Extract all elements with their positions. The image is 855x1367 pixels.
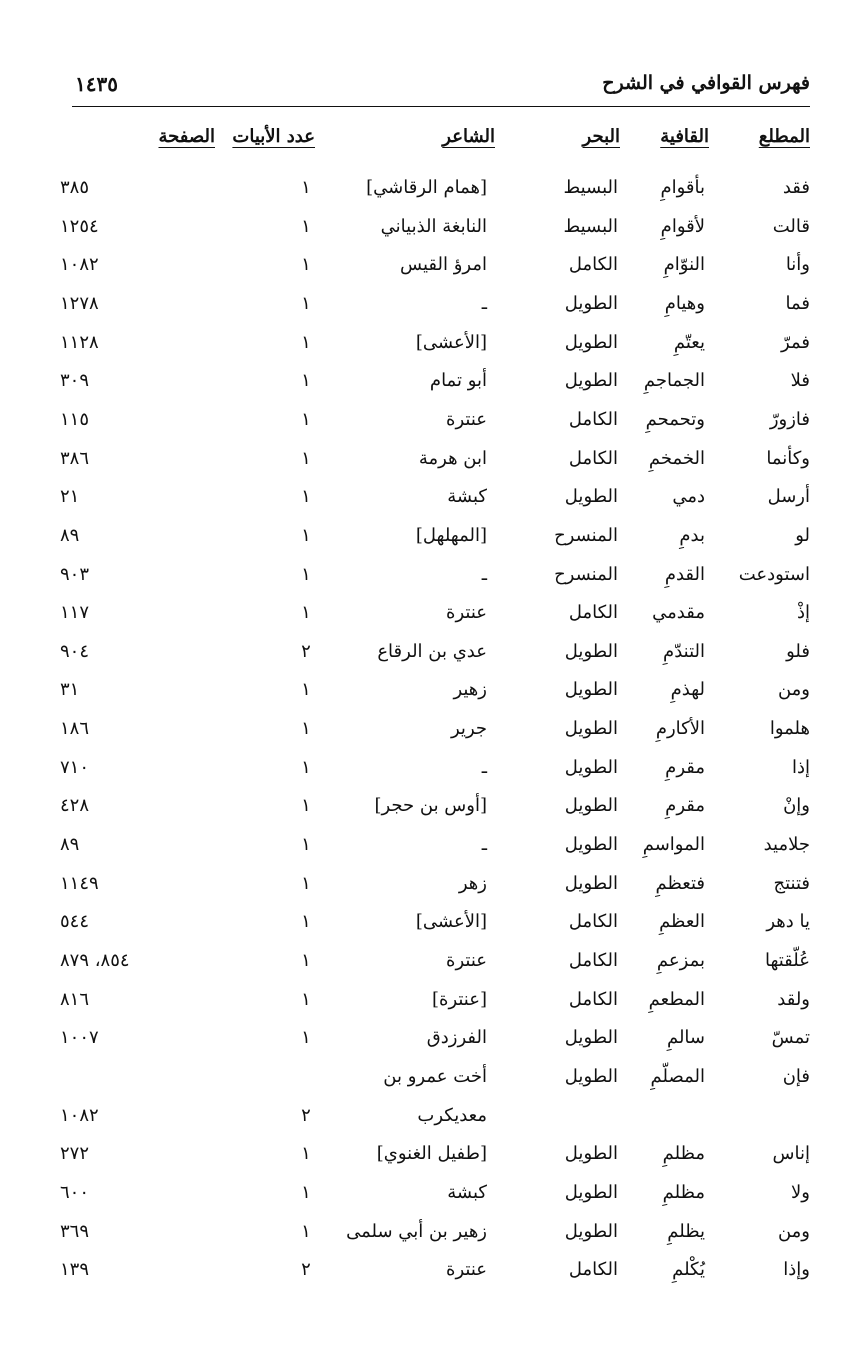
- cell-rhyme: لأقوامِ: [660, 215, 705, 237]
- cell-poet: [الأعشى]: [415, 911, 487, 933]
- cell-opening: وإذا: [783, 1259, 810, 1281]
- table-row: [0, 833, 855, 871]
- cell-poet: عنترة: [446, 602, 487, 624]
- cell-meter: الكامل: [568, 950, 618, 971]
- cell-opening: وكأنما: [766, 447, 810, 469]
- page-number: ١٤٣٥: [75, 72, 118, 96]
- cell-page: ٨٥٤، ٨٧٩: [60, 950, 130, 971]
- cell-meter: البسيط: [563, 177, 618, 198]
- cell-count: ٢: [301, 1259, 311, 1281]
- cell-poet: كبشة: [447, 1181, 487, 1203]
- cell-meter: الطويل: [564, 795, 618, 817]
- column-header-page: الصفحة: [158, 126, 215, 147]
- cell-opening: تمسّ: [771, 1027, 810, 1049]
- running-header-title: فهرس القوافي في الشرح: [602, 72, 810, 94]
- table-row: [0, 485, 855, 523]
- cell-opening: فلا: [790, 370, 810, 392]
- cell-rhyme: المصلّمِ: [650, 1065, 705, 1087]
- cell-rhyme: دمي: [672, 486, 705, 508]
- cell-page: ٦٠٠: [60, 1181, 90, 1203]
- cell-meter: الكامل: [568, 911, 618, 933]
- cell-rhyme: سالمِ: [666, 1027, 705, 1049]
- cell-opening: ومن: [777, 1220, 810, 1242]
- cell-opening: فإن: [782, 1065, 810, 1087]
- table-row: [0, 215, 855, 253]
- cell-page: ٣٦٩: [60, 1220, 90, 1242]
- cell-poet: جرير: [451, 718, 487, 740]
- cell-count: ١: [301, 718, 311, 740]
- cell-rhyme: الخمخمِ: [648, 447, 705, 469]
- cell-rhyme: مقرمِ: [665, 756, 705, 778]
- cell-count: ١: [301, 524, 311, 546]
- cell-opening: فلو: [786, 640, 810, 662]
- cell-page: ٢٧٢: [60, 1143, 90, 1165]
- cell-opening: فما: [785, 292, 810, 314]
- cell-meter: الكامل: [568, 602, 618, 624]
- cell-opening: لو: [795, 524, 810, 546]
- table-row: [0, 1142, 855, 1180]
- cell-poet: أبو تمام: [429, 370, 487, 392]
- cell-opening: ومن: [777, 679, 810, 701]
- cell-opening: ولا: [791, 1181, 810, 1203]
- cell-page: ١١٥: [60, 408, 90, 430]
- cell-page: ١٨٦: [60, 718, 90, 740]
- cell-page: ٣٠٩: [60, 370, 90, 392]
- cell-rhyme: وتحمحمِ: [645, 408, 705, 430]
- cell-meter: الطويل: [564, 872, 618, 894]
- table-row: [0, 872, 855, 910]
- cell-count: ١: [301, 911, 311, 933]
- table-row: [0, 292, 855, 330]
- table-row: [0, 601, 855, 639]
- table-row: [0, 910, 855, 948]
- table-row: [0, 1220, 855, 1258]
- cell-rhyme: مقرمِ: [665, 795, 705, 817]
- cell-meter: الطويل: [564, 1220, 618, 1242]
- cell-rhyme: يُكْلمِ: [672, 1259, 705, 1281]
- table-row: [0, 331, 855, 369]
- cell-meter: الطويل: [564, 1181, 618, 1203]
- cell-opening: أرسل: [767, 486, 810, 508]
- cell-rhyme: لهذمِ: [670, 679, 705, 701]
- cell-page: ١٠٨٢: [60, 254, 99, 276]
- cell-page: ٣٨٥: [60, 177, 90, 198]
- table-row: [0, 949, 855, 987]
- cell-page: ١٢٧٨: [60, 292, 99, 314]
- cell-poet: [طفيل الغنوي]: [376, 1143, 487, 1165]
- cell-poet: الفرزدق: [426, 1027, 487, 1049]
- cell-page: ٩٠٣: [60, 563, 90, 585]
- cell-count: ١: [301, 177, 311, 198]
- cell-page: ١١٧: [60, 602, 90, 624]
- cell-meter: الطويل: [564, 370, 618, 392]
- table-row: [0, 563, 855, 601]
- table-row: [0, 1181, 855, 1219]
- cell-meter: الطويل: [564, 756, 618, 778]
- cell-meter: الطويل: [564, 331, 618, 353]
- table-row: [0, 253, 855, 291]
- column-header-verse-count: عدد الأبيات: [232, 126, 315, 147]
- table-row: [0, 369, 855, 407]
- cell-rhyme: العظمِ: [659, 911, 705, 933]
- cell-count: ١: [301, 215, 311, 237]
- cell-page: ١١٢٨: [60, 331, 99, 353]
- table-row: [0, 1104, 855, 1142]
- cell-poet: [المهلهل]: [415, 524, 487, 546]
- cell-poet: [الأعشى]: [415, 331, 487, 353]
- cell-opening: عُلّقتها: [764, 950, 810, 971]
- cell-count: ١: [301, 254, 311, 276]
- cell-count: ١: [301, 408, 311, 430]
- table-row: [0, 1026, 855, 1064]
- cell-page: ٨١٦: [60, 988, 90, 1010]
- cell-meter: الكامل: [568, 408, 618, 430]
- cell-poet: زهير: [453, 679, 487, 701]
- cell-poet: زهر: [458, 872, 487, 894]
- cell-opening: فازورّ: [769, 408, 810, 430]
- cell-poet: [عنترة]: [431, 988, 487, 1010]
- cell-opening: إناس: [772, 1143, 810, 1165]
- cell-meter: الطويل: [564, 679, 618, 701]
- cell-meter: الطويل: [564, 834, 618, 856]
- cell-opening: إذْ: [796, 602, 810, 624]
- column-header-opening: المطلع: [758, 126, 810, 147]
- cell-meter: الكامل: [568, 254, 618, 276]
- table-row: [0, 1258, 855, 1296]
- cell-rhyme: مظلمِ: [662, 1181, 705, 1203]
- cell-meter: الكامل: [568, 1259, 618, 1281]
- cell-rhyme: النوّامِ: [663, 254, 705, 276]
- cell-page: ٥٤٤: [60, 911, 90, 933]
- cell-poet: كبشة: [447, 486, 487, 508]
- cell-rhyme: الجماجمِ: [643, 370, 705, 392]
- cell-count: ١: [301, 679, 311, 701]
- table-row: [0, 794, 855, 832]
- cell-poet: أخت عمرو بن: [383, 1065, 487, 1087]
- table-row: [0, 756, 855, 794]
- cell-opening: وأنا: [785, 254, 810, 276]
- cell-count: ١: [301, 370, 311, 392]
- cell-count: ١: [301, 1220, 311, 1242]
- cell-meter: الكامل: [568, 447, 618, 469]
- cell-count: ١: [301, 1143, 311, 1165]
- cell-poet: عنترة: [446, 1259, 487, 1281]
- cell-meter: الطويل: [564, 718, 618, 740]
- cell-poet: ـ: [481, 563, 487, 585]
- cell-opening: استودعت: [738, 563, 810, 585]
- cell-count: ٢: [301, 640, 311, 662]
- cell-poet: ابن هرمة: [418, 447, 487, 469]
- cell-opening: قالت: [772, 215, 810, 237]
- cell-rhyme: الأكارمِ: [655, 718, 705, 740]
- table-row: [0, 408, 855, 446]
- cell-rhyme: المطعمِ: [648, 988, 705, 1010]
- column-header-poet: الشاعر: [442, 126, 495, 147]
- cell-poet: [همام الرقاشي]: [366, 177, 487, 198]
- cell-meter: المنسرح: [554, 524, 618, 546]
- cell-meter: الطويل: [564, 640, 618, 662]
- table-row: [0, 717, 855, 755]
- cell-count: ١: [301, 292, 311, 314]
- cell-page: ١٠٨٢: [60, 1104, 99, 1126]
- cell-opening: يا دهر: [766, 911, 810, 933]
- cell-poet: النابغة الذبياني: [380, 215, 487, 237]
- cell-poet: ـ: [481, 756, 487, 778]
- cell-count: ١: [301, 563, 311, 585]
- cell-meter: الطويل: [564, 1027, 618, 1049]
- cell-rhyme: المواسمِ: [642, 834, 705, 856]
- cell-meter: الكامل: [568, 988, 618, 1010]
- cell-poet: امرؤ القيس: [400, 254, 487, 276]
- cell-opening: فقد: [782, 177, 810, 198]
- cell-rhyme: بأقوامِ: [660, 177, 705, 198]
- cell-rhyme: القدمِ: [664, 563, 705, 585]
- cell-page: ١١٤٩: [60, 872, 99, 894]
- cell-count: ١: [301, 795, 311, 817]
- table-row: [0, 1065, 855, 1103]
- column-header-rhyme: القافية: [660, 126, 709, 147]
- cell-rhyme: فتعظمِ: [655, 872, 705, 894]
- table-row: [0, 678, 855, 716]
- cell-opening: جلاميد: [763, 834, 810, 856]
- cell-page: ١٣٩: [60, 1259, 90, 1281]
- cell-count: ١: [301, 834, 311, 856]
- cell-page: ٨٩: [60, 524, 80, 546]
- cell-page: ٧١٠: [60, 756, 90, 778]
- cell-poet: عنترة: [446, 950, 487, 971]
- cell-opening: إذا: [791, 756, 810, 778]
- cell-poet: معديكرب: [417, 1104, 487, 1126]
- cell-count: ١: [301, 756, 311, 778]
- cell-rhyme: يظلمِ: [667, 1220, 705, 1242]
- cell-rhyme: وهيامِ: [664, 292, 705, 314]
- cell-page: ٤٢٨: [60, 795, 90, 817]
- table-row: [0, 640, 855, 678]
- table-row: [0, 524, 855, 562]
- cell-poet: [أوس بن حجر]: [374, 795, 487, 817]
- cell-meter: الطويل: [564, 486, 618, 508]
- cell-count: ١: [301, 1181, 311, 1203]
- cell-poet: زهير بن أبي سلمى: [346, 1220, 487, 1242]
- cell-page: ٩٠٤: [60, 640, 90, 662]
- cell-count: ١: [301, 988, 311, 1010]
- cell-count: ١: [301, 872, 311, 894]
- cell-count: ٢: [301, 1104, 311, 1126]
- cell-meter: المنسرح: [554, 563, 618, 585]
- cell-page: ٣٨٦: [60, 447, 90, 469]
- cell-page: ١٢٥٤: [60, 215, 99, 237]
- cell-rhyme: بمزعمِ: [656, 950, 705, 971]
- cell-opening: ولقد: [777, 988, 810, 1010]
- column-header-meter: البحر: [582, 126, 620, 147]
- table-row: [0, 447, 855, 485]
- table-row: [0, 176, 855, 214]
- cell-opening: وإنْ: [783, 795, 810, 817]
- cell-poet: ـ: [481, 834, 487, 856]
- cell-rhyme: مقدمي: [652, 602, 705, 624]
- cell-meter: البسيط: [563, 215, 618, 237]
- cell-count: ١: [301, 950, 311, 971]
- cell-opening: هلموا: [769, 718, 810, 740]
- cell-opening: فتنتج: [773, 872, 810, 894]
- cell-poet: عنترة: [446, 408, 487, 430]
- cell-meter: الطويل: [564, 1065, 618, 1087]
- cell-page: ٨٩: [60, 834, 80, 856]
- cell-rhyme: مظلمِ: [662, 1143, 705, 1165]
- cell-rhyme: بدمِ: [679, 524, 705, 546]
- cell-poet: عدي بن الرقاع: [377, 640, 487, 662]
- table-row: [0, 988, 855, 1026]
- cell-meter: الطويل: [564, 1143, 618, 1165]
- cell-page: ١٠٠٧: [60, 1027, 99, 1049]
- cell-count: ١: [301, 1027, 311, 1049]
- cell-page: ٢١: [60, 486, 80, 508]
- cell-meter: الطويل: [564, 292, 618, 314]
- cell-count: ١: [301, 486, 311, 508]
- cell-count: ١: [301, 602, 311, 624]
- cell-opening: فمرّ: [781, 331, 810, 353]
- cell-page: ٣١: [60, 679, 80, 701]
- cell-poet: ـ: [481, 292, 487, 314]
- cell-rhyme: التندّمِ: [663, 640, 705, 662]
- cell-rhyme: يعتّمِ: [673, 331, 705, 353]
- cell-count: ١: [301, 447, 311, 469]
- cell-count: ١: [301, 331, 311, 353]
